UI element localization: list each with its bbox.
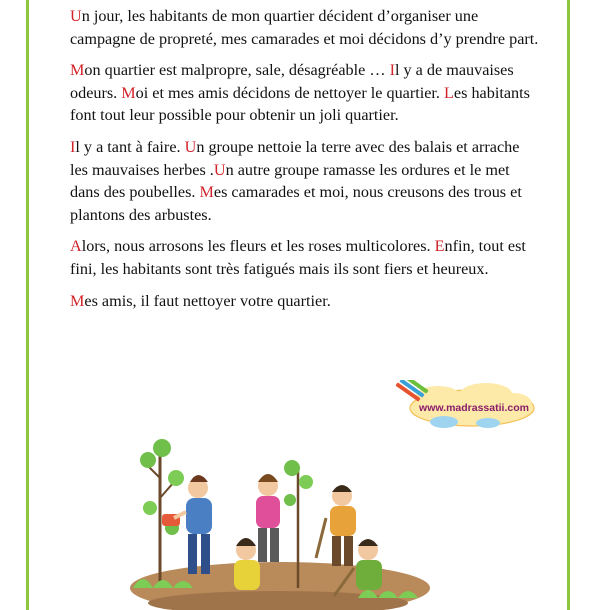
- paragraph-initial-letter: M: [121, 83, 136, 102]
- story-paragraph: [70, 59, 540, 127]
- paragraph-text: es amis, il faut nettoyer votre quartier.: [84, 291, 331, 310]
- paragraph-text: l y a tant à faire.: [75, 137, 185, 156]
- paragraph-initial-letter: E: [434, 237, 445, 256]
- paragraph-initial-letter: M: [70, 291, 85, 310]
- paragraph-initial-letter: A: [70, 237, 82, 256]
- paragraph-text: es camarades et moi, nous creusons des trous et plantons des arbustes.: [70, 183, 522, 224]
- paragraph-initial-letter: M: [70, 61, 85, 80]
- paragraph-text: lors, nous arrosons les fleurs et les roses multicolores.: [81, 237, 435, 256]
- paragraph-text: n groupe nettoie la terre avec des balais et arrache les mauvaises herbes .: [70, 137, 520, 179]
- story-text: [70, 5, 540, 321]
- story-paragraph: [70, 235, 540, 280]
- paragraph-initial-letter: L: [444, 83, 454, 102]
- paragraph-text: n autre groupe ramasse les ordures et le met dans des poubelles.: [70, 160, 510, 202]
- paragraph-text: on quartier est malpropre, sale, désagréable …: [84, 61, 390, 80]
- tree-planting-illustration: [128, 438, 433, 610]
- page-border-right: [567, 0, 570, 610]
- paragraph-text: nfin, tout est fini, les habitants sont très fatigués mais ils sont fiers et heureux.: [70, 237, 526, 278]
- paragraph-text: n jour, les habitants de mon quartier décident d’organiser une campagne de propreté, mes camarades et moi décidons d’y prendre part.: [70, 7, 539, 48]
- madrassatii-logo: [390, 380, 538, 430]
- story-paragraph: [70, 290, 540, 313]
- paragraph-initial-letter: U: [184, 137, 197, 156]
- paragraph-text: es habitants font tout leur possible pour obtenir un joli quartier.: [70, 83, 530, 125]
- paragraph-initial-letter: U: [213, 160, 226, 179]
- logo-text: www.madrassatii.com: [419, 402, 529, 414]
- paragraph-initial-letter: U: [70, 7, 82, 25]
- paragraph-text: l y a de mauvaises odeurs.: [70, 61, 514, 102]
- story-paragraph: [70, 136, 540, 226]
- page-border-left: [26, 0, 29, 610]
- paragraph-initial-letter: I: [389, 61, 395, 80]
- story-paragraph: [70, 5, 540, 50]
- paragraph-text: oi et mes amis décidons de nettoyer le quartier.: [135, 83, 445, 102]
- paragraph-initial-letter: I: [70, 137, 76, 156]
- paragraph-initial-letter: M: [199, 183, 214, 202]
